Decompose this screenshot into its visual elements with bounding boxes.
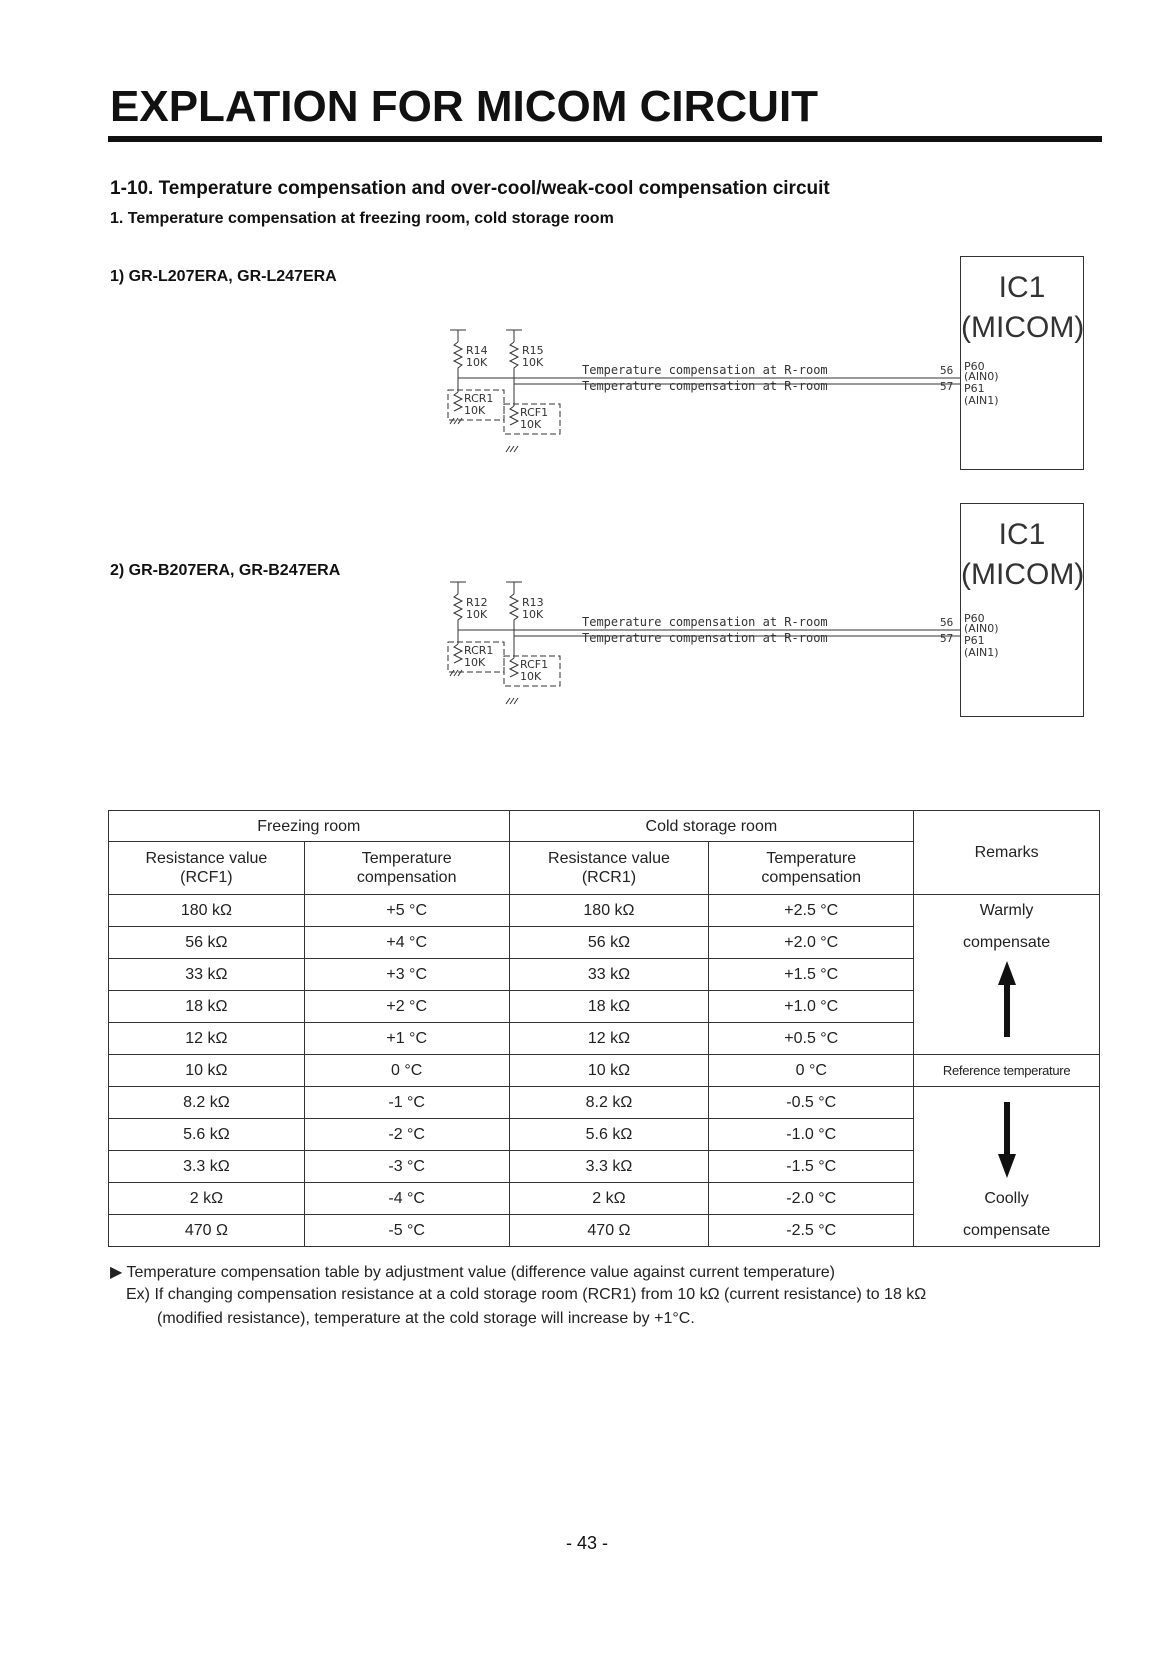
table-row: 33 kΩ +3 °C 33 kΩ +1.5 °C (109, 959, 1100, 991)
circuit-1-schematic (440, 318, 1100, 478)
r-left-label: R12 (466, 596, 488, 609)
r-left-value: 10K (466, 356, 488, 369)
pin-56: 56 (940, 364, 954, 377)
rcf-label: RCF1 (520, 406, 549, 419)
ic-sub: (MICOM) (961, 558, 1085, 591)
table-row: 10 kΩ 0 °C 10 kΩ 0 °C Reference temperature (109, 1055, 1100, 1087)
arrow-up-icon (992, 959, 1022, 1039)
r-right-value: 10K (522, 356, 544, 369)
pin-56: 56 (940, 616, 954, 629)
note-line-2: Ex) If changing compensation resistance at a cold storage room (RCR1) from 10 kΩ (current resistance) to 18 kΩ (126, 1286, 927, 1303)
table-row: 8.2 kΩ -1 °C 8.2 kΩ -0.5 °C (109, 1087, 1100, 1119)
circuit-2-model: 2) GR-B207ERA, GR-B247ERA (110, 562, 341, 579)
rcr-value: 10K (464, 656, 486, 669)
rcr-value: 10K (464, 404, 486, 417)
port2: P61 (964, 382, 985, 395)
table-row: 12 kΩ +1 °C 12 kΩ +0.5 °C (109, 1023, 1100, 1055)
table-row: 2 kΩ -4 °C 2 kΩ -2.0 °C Coolly (109, 1183, 1100, 1215)
remarks-header: Remarks (914, 811, 1100, 895)
r-left-value: 10K (466, 608, 488, 621)
line1-text: Temperature compensation at R-room (582, 615, 828, 629)
table-row: 5.6 kΩ -2 °C 5.6 kΩ -1.0 °C (109, 1119, 1100, 1151)
col-rcr: Resistance value (RCR1) (509, 842, 709, 895)
subsection-heading: 1. Temperature compensation at freezing room, cold storage room (110, 210, 614, 227)
col-rcf: Resistance value (RCF1) (109, 842, 305, 895)
pin-57: 57 (940, 632, 954, 645)
ic-name: IC1 (998, 271, 1046, 304)
table-row: 180 kΩ +5 °C 180 kΩ +2.5 °C Warmly (109, 895, 1100, 927)
ic-sub: (MICOM) (961, 311, 1085, 344)
r-right-label: R13 (522, 596, 544, 609)
rcr-label: RCR1 (464, 644, 494, 657)
circuit-2-diagram (440, 570, 1100, 820)
page-number: - 43 - (565, 1533, 608, 1553)
table-row: 3.3 kΩ -3 °C 3.3 kΩ -1.5 °C (109, 1151, 1100, 1183)
page-title: EXPLATION FOR MICOM CIRCUIT (110, 82, 819, 131)
remark-reference: Reference temperature (914, 1055, 1100, 1087)
circuit-2-schematic (440, 570, 1100, 730)
arrow-down-icon (992, 1098, 1022, 1178)
port1: P60 (964, 612, 985, 625)
ic-name: IC1 (998, 518, 1046, 551)
rcf-value: 10K (520, 670, 542, 683)
group-freezing: Freezing room (109, 811, 510, 842)
compensation-table (108, 810, 1100, 1247)
line2-text: Temperature compensation at R-room (582, 379, 828, 393)
section-heading: 1-10. Temperature compensation and over-cool/weak-cool compensation circuit (110, 178, 830, 199)
line1-text: Temperature compensation at R-room (582, 363, 828, 377)
group-cold: Cold storage room (509, 811, 914, 842)
note-line-1: ▶ Temperature compensation table by adjustment value (difference value against current temperature) (110, 1264, 836, 1281)
line2-text: Temperature compensation at R-room (582, 631, 828, 645)
port2-sub: (AIN1) (964, 646, 999, 659)
table-row: 470 Ω -5 °C 470 Ω -2.5 °C compensate (109, 1215, 1100, 1247)
circuit-1-model: 1) GR-L207ERA, GR-L247ERA (110, 268, 337, 285)
r-right-label: R15 (522, 344, 544, 357)
remark-cool-1: Coolly (914, 1183, 1100, 1215)
remark-cool-2: compensate (914, 1215, 1100, 1247)
pin-57: 57 (940, 380, 954, 393)
r-left-label: R14 (466, 344, 488, 357)
title-rule (108, 136, 1102, 142)
col-ftemp: Temperature compensation (304, 842, 509, 895)
rcf-value: 10K (520, 418, 542, 431)
rcf-label: RCF1 (520, 658, 549, 671)
arrow-down-cell (914, 1087, 1100, 1183)
table-row: 56 kΩ +4 °C 56 kΩ +2.0 °C compensate (109, 927, 1100, 959)
bullet-triangle-icon: ▶ (110, 1264, 123, 1281)
col-ctemp: Temperature compensation (709, 842, 914, 895)
port1: P60 (964, 360, 985, 373)
port1-sub: (AIN0) (964, 370, 999, 383)
port2-sub: (AIN1) (964, 394, 999, 407)
note-line-3: (modified resistance), temperature at the cold storage will increase by +1°C. (157, 1310, 695, 1327)
remark-warm-2: compensate (914, 927, 1100, 959)
table-row: 18 kΩ +2 °C 18 kΩ +1.0 °C (109, 991, 1100, 1023)
port2: P61 (964, 634, 985, 647)
arrow-up-cell (914, 959, 1100, 1055)
remark-warm-1: Warmly (914, 895, 1100, 927)
r-right-value: 10K (522, 608, 544, 621)
rcr-label: RCR1 (464, 392, 494, 405)
port1-sub: (AIN0) (964, 622, 999, 635)
